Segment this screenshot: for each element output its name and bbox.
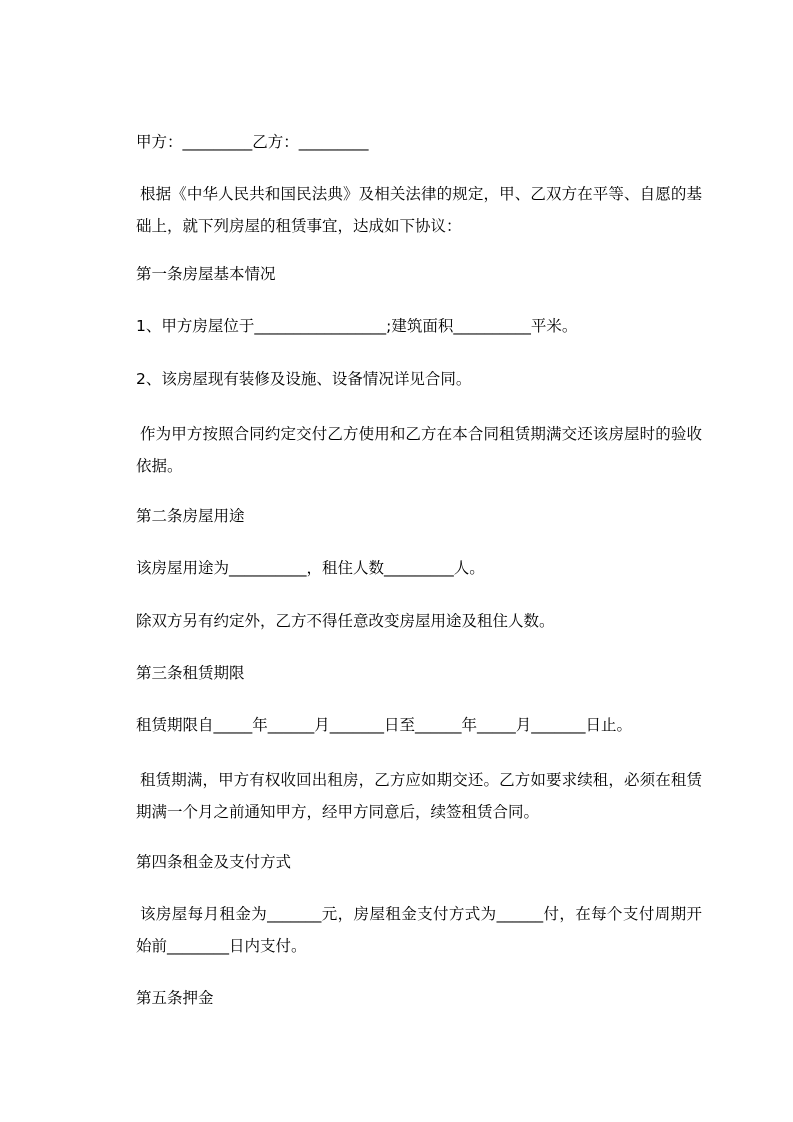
article2-title: 第二条房屋用途 <box>136 507 245 525</box>
article1-title: 第一条房屋基本情况 <box>136 265 276 283</box>
article3-title: 第三条租赁期限 <box>136 664 245 682</box>
article3-renewal: 租赁期满，甲方有权收回出租房，乙方应如期交还。乙方如要求续租，必须在租赁期满一个月之前通知甲方，经甲方同意后，续签租赁合同。 <box>136 771 702 821</box>
preamble-paragraph: 根据《中华人民共和国民法典》及相关法律的规定，甲、乙双方在平等、自愿的基础上，就下列房屋的租赁事宜，达成如下协议： <box>136 185 702 235</box>
article4-payment: 该房屋每月租金为_______元，房屋租金支付方式为______付，在每个支付周期开始前________日内支付。 <box>136 905 702 955</box>
parties-line: 甲方：_________乙方：_________ <box>136 133 369 151</box>
article2-usage: 该房屋用途为__________，租住人数_________人。 <box>136 559 485 577</box>
article1-item2: 2、该房屋现有装修及设施、设备情况详见合同。 <box>136 370 472 388</box>
article2-restriction: 除双方另有约定外，乙方不得任意改变房屋用途及租住人数。 <box>136 612 555 630</box>
article1-item1: 1、甲方房屋位于_________________;建筑面积__________平米。 <box>136 317 578 335</box>
article1-note: 作为甲方按照合同约定交付乙方使用和乙方在本合同租赁期满交还该房屋时的验收依据。 <box>136 425 702 475</box>
article5-title: 第五条押金 <box>136 989 214 1007</box>
article3-period: 租赁期限自_____年______月_______日至______年_____月_______日止。 <box>136 716 633 734</box>
article4-title: 第四条租金及支付方式 <box>136 853 292 871</box>
